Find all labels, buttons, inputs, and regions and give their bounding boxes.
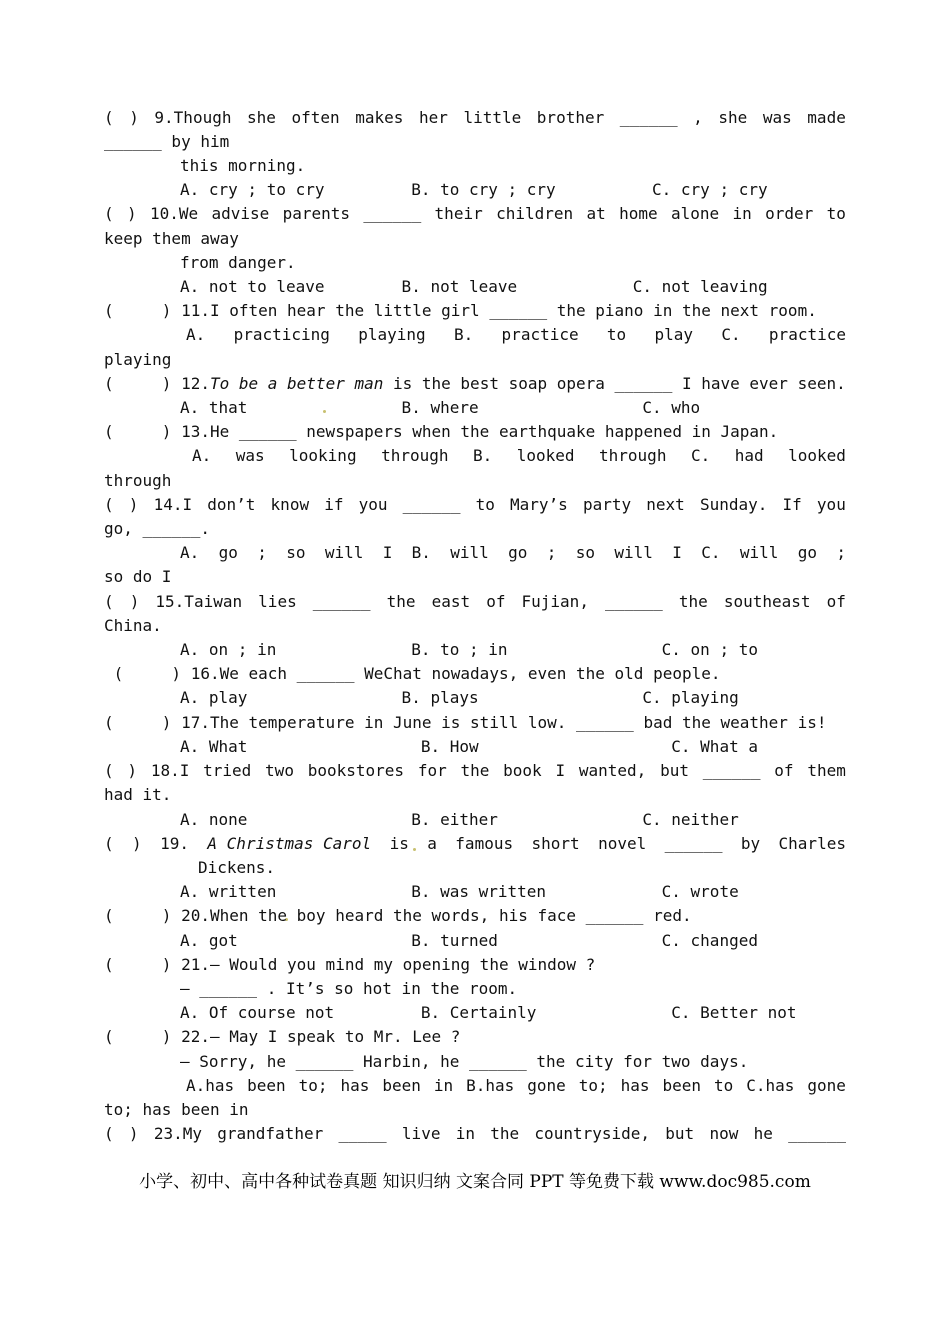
text-line: A. go ; so will I B. will go ; so will I C. will go ;	[180, 543, 846, 562]
text-line: A. was looking through B. looked through C. had looked	[192, 446, 846, 465]
text-line: ( ) 20.When the boy heard the words, his face ______ red.	[104, 906, 692, 925]
text-line: Dickens.	[198, 858, 276, 877]
book-title: A Christmas Carol	[207, 834, 372, 853]
page-footer: 小学、初中、高中各种试卷真题 知识归纳 文案合同 PPT 等免费下载 www.doc985.com	[139, 1172, 811, 1192]
text-line: to; has been in	[104, 1100, 249, 1119]
text-line: ( ) 22.— May I speak to Mr. Lee ?	[104, 1027, 461, 1046]
text-line: A. What B. How C. What a	[180, 737, 758, 756]
text-line: A. Of course not B. Certainly C. Better not	[180, 1003, 797, 1022]
text-line: had it.	[104, 785, 172, 804]
text-line: from danger.	[180, 253, 296, 272]
text-line: A. got B. turned C. changed	[180, 931, 758, 950]
text-line: ( ) 12.To be a better man is the best soap opera ______ I have ever seen.	[104, 374, 846, 393]
text-line: — ______ . It’s so hot in the room.	[180, 979, 518, 998]
book-title: To be a better man	[209, 374, 384, 393]
text-line: ( ) 18.I tried two bookstores for the book I wanted, but ______ of them	[104, 761, 846, 780]
text-line: ( ) 15.Taiwan lies ______ the east of Fujian, ______ the southeast of	[104, 592, 846, 611]
text-line: A. not to leave B. not leave C. not leaving	[180, 277, 768, 296]
text-line: A. on ; in B. to ; in C. on ; to	[180, 640, 758, 659]
text-line: keep them away	[104, 229, 239, 248]
text-line: ( ) 14.I don’t know if you ______ to Mary’s party next Sunday. If you	[104, 495, 846, 514]
text-line: A. cry ; to cry B. to cry ; cry C. cry ; cry	[180, 180, 768, 199]
text-line: — Sorry, he ______ Harbin, he ______ the city for two days.	[180, 1052, 749, 1071]
text-line: ( ) 16.We each ______ WeChat nowadays, even the old people.	[104, 664, 721, 683]
text-line: ( ) 11.I often hear the little girl ______ the piano in the next room.	[104, 301, 817, 320]
text-line: A. none B. either C. neither	[180, 810, 739, 829]
text-line: A. play B. plays C. playing	[180, 688, 739, 707]
text-line: so do I	[104, 567, 172, 586]
text-line: ( ) 13.He ______ newspapers when the earthquake happened in Japan.	[104, 422, 779, 441]
text-line: A.has been to; has been in B.has gone to; has been to C.has gone	[186, 1076, 846, 1095]
text-line: A. written B. was written C. wrote	[180, 882, 739, 901]
text-line: A. practicing playing B. practice to play C. practice	[186, 325, 846, 344]
text-line: ( ) 21.— Would you mind my opening the window ?	[104, 955, 596, 974]
text-line: this morning.	[180, 156, 306, 175]
text-line: ( ) 23.My grandfather _____ live in the countryside, but now he ______	[104, 1124, 846, 1143]
text-line: go, ______.	[104, 519, 210, 538]
text-line: playing	[104, 350, 172, 369]
text-line: through	[104, 471, 172, 490]
text-line: ______ by him	[104, 132, 230, 151]
text-line: ( ) 9.Though she often makes her little brother ______ , she was made	[104, 108, 846, 127]
text-line: ( ) 17.The temperature in June is still low. ______ bad the weather is!	[104, 713, 827, 732]
text-line: ( ) 19. A Christmas Carol is a famous short novel ______ by Charles	[104, 832, 846, 856]
text-line: ( ) 10.We advise parents ______ their children at home alone in order to	[104, 204, 846, 223]
text-line: A. that B. where C. who	[180, 398, 701, 417]
text-line: China.	[104, 616, 162, 635]
